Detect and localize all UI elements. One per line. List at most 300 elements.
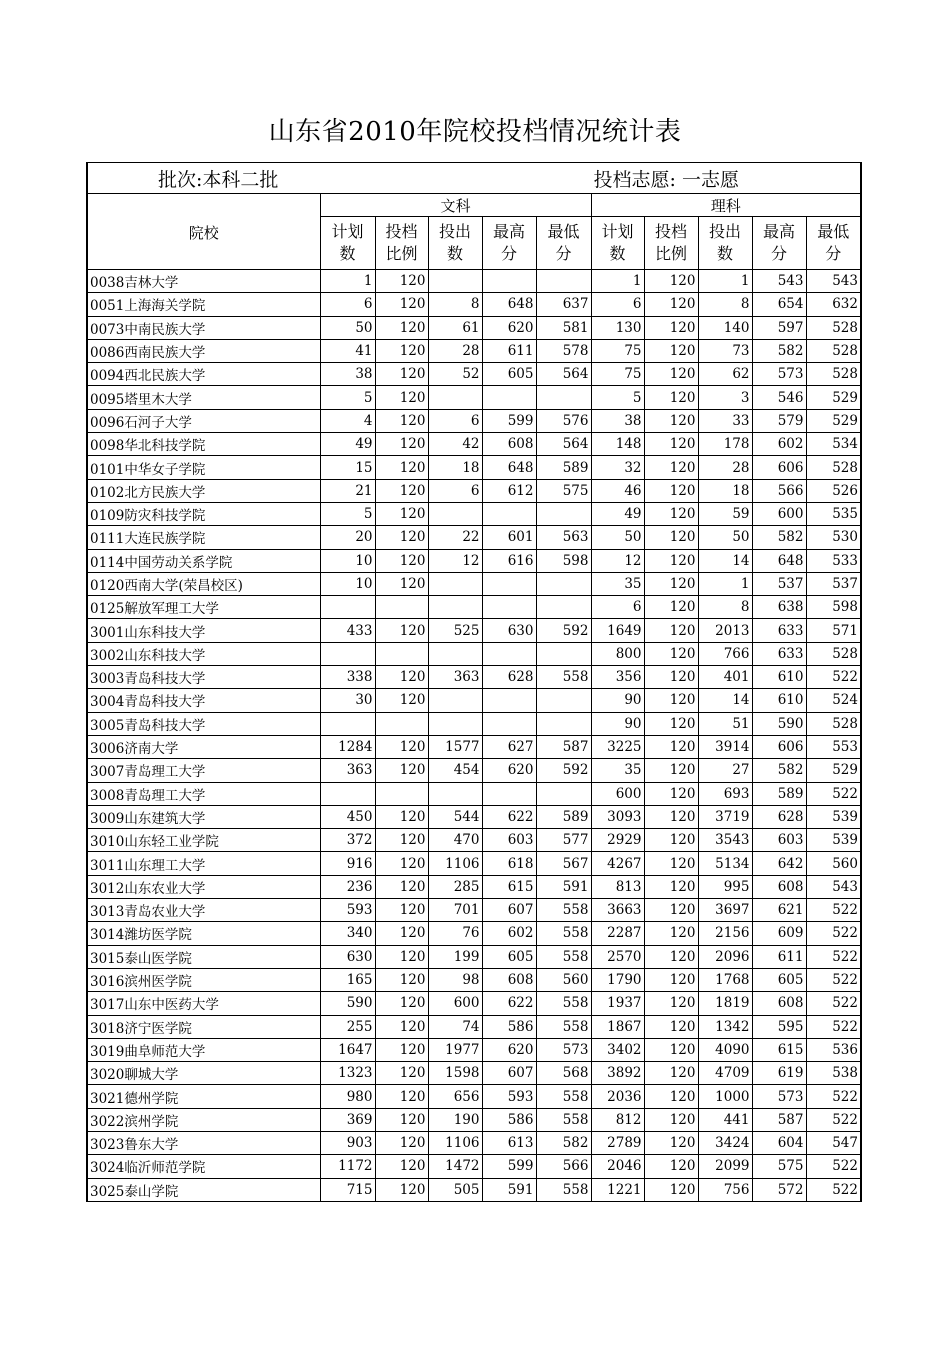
liberal-ratio-cell: 120 [375, 572, 428, 595]
liberal-plan-cell: 10 [320, 572, 375, 595]
science-admitted-cell: 1819 [698, 992, 752, 1015]
liberal-max-cell: 605 [482, 363, 536, 386]
liberal-ratio-cell [375, 782, 428, 805]
liberal-min-cell: 568 [536, 1062, 591, 1085]
table-row [87, 316, 861, 339]
science-min-cell: 522 [806, 922, 861, 945]
science-min-cell: 522 [806, 782, 861, 805]
science-max-cell: 610 [752, 666, 806, 689]
liberal-plan-cell: 20 [320, 526, 375, 549]
school-name-cell: 3007青岛理工大学 [87, 759, 320, 782]
liberal-ratio-cell: 120 [375, 829, 428, 852]
liberal-ratio-cell: 120 [375, 433, 428, 456]
liberal-admitted-cell: 525 [428, 619, 482, 642]
liberal-plan-cell: 6 [320, 293, 375, 316]
science-max-cell: 575 [752, 1155, 806, 1178]
science-plan-cell: 3093 [591, 805, 644, 828]
science-min-cell: 522 [806, 666, 861, 689]
science-plan-cell: 2046 [591, 1155, 644, 1178]
science-max-cell: 619 [752, 1062, 806, 1085]
liberal-admitted-cell [428, 502, 482, 525]
science-plan-cell: 1937 [591, 992, 644, 1015]
science-plan-cell: 1221 [591, 1178, 644, 1201]
liberal-admitted-cell: 470 [428, 829, 482, 852]
science-max-cell: 589 [752, 782, 806, 805]
science-max-cell: 572 [752, 1178, 806, 1201]
science-min-cell: 526 [806, 479, 861, 502]
science-plan-cell: 38 [591, 409, 644, 432]
school-name-cell: 0073中南民族大学 [87, 316, 320, 339]
science-admitted-cell: 2013 [698, 619, 752, 642]
table-row [87, 1085, 861, 1108]
table-row [87, 945, 861, 968]
science-min-cell: 528 [806, 363, 861, 386]
school-name-cell: 3010山东轻工业学院 [87, 829, 320, 852]
liberal-max-cell [482, 572, 536, 595]
science-ratio-cell: 120 [644, 1131, 698, 1154]
science-min-cell: 530 [806, 526, 861, 549]
table-row [87, 502, 861, 525]
liberal-max-cell: 599 [482, 1155, 536, 1178]
science-plan-cell: 2570 [591, 945, 644, 968]
liberal-ratio-cell: 120 [375, 619, 428, 642]
science-plan-cell: 90 [591, 689, 644, 712]
liberal-ratio-header: 投档 比例 [375, 217, 428, 270]
science-max-cell: 609 [752, 922, 806, 945]
science-admitted-cell: 140 [698, 316, 752, 339]
school-name-cell: 0111大连民族学院 [87, 526, 320, 549]
liberal-max-cell [482, 386, 536, 409]
science-plan-cell: 1867 [591, 1015, 644, 1038]
science-ratio-cell: 120 [644, 899, 698, 922]
science-plan-cell: 2929 [591, 829, 644, 852]
liberal-max-cell: 605 [482, 945, 536, 968]
science-max-cell: 648 [752, 549, 806, 572]
liberal-admitted-cell: 18 [428, 456, 482, 479]
science-min-cell: 535 [806, 502, 861, 525]
liberal-max-cell: 620 [482, 316, 536, 339]
liberal-plan-cell: 715 [320, 1178, 375, 1201]
science-admitted-cell: 2099 [698, 1155, 752, 1178]
liberal-plan-cell [320, 596, 375, 619]
liberal-admitted-cell: 701 [428, 899, 482, 922]
science-max-cell: 605 [752, 968, 806, 991]
science-admitted-cell: 27 [698, 759, 752, 782]
liberal-admitted-cell: 1106 [428, 852, 482, 875]
liberal-max-cell: 648 [482, 456, 536, 479]
school-name-cell: 0096石河子大学 [87, 409, 320, 432]
science-plan-cell: 4267 [591, 852, 644, 875]
table-row [87, 619, 861, 642]
liberal-ratio-cell: 120 [375, 270, 428, 293]
liberal-min-cell [536, 270, 591, 293]
liberal-max-cell: 611 [482, 339, 536, 362]
science-ratio-cell: 120 [644, 735, 698, 758]
table-row [87, 409, 861, 432]
school-name-cell: 3024临沂师范学院 [87, 1155, 320, 1178]
science-admitted-cell: 1 [698, 572, 752, 595]
liberal-plan-cell: 338 [320, 666, 375, 689]
science-max-cell: 582 [752, 339, 806, 362]
science-plan-cell: 2036 [591, 1085, 644, 1108]
science-ratio-cell: 120 [644, 1085, 698, 1108]
liberal-min-cell: 563 [536, 526, 591, 549]
science-admitted-cell: 18 [698, 479, 752, 502]
liberal-plan-cell: 1 [320, 270, 375, 293]
school-name-cell: 3014潍坊医学院 [87, 922, 320, 945]
science-plan-cell: 75 [591, 339, 644, 362]
liberal-max-cell: 601 [482, 526, 536, 549]
science-max-cell: 579 [752, 409, 806, 432]
table-row [87, 992, 861, 1015]
liberal-plan-cell: 49 [320, 433, 375, 456]
science-max-cell: 587 [752, 1108, 806, 1131]
table-row [87, 1038, 861, 1061]
liberal-ratio-cell: 120 [375, 689, 428, 712]
liberal-min-cell: 558 [536, 922, 591, 945]
science-plan-cell: 1 [591, 270, 644, 293]
science-min-cell: 536 [806, 1038, 861, 1061]
liberal-admitted-cell: 600 [428, 992, 482, 1015]
school-name-cell: 3004青岛科技大学 [87, 689, 320, 712]
science-plan-cell: 2789 [591, 1131, 644, 1154]
liberal-min-cell: 637 [536, 293, 591, 316]
science-max-cell: 615 [752, 1038, 806, 1061]
science-admitted-cell: 693 [698, 782, 752, 805]
science-min-cell: 524 [806, 689, 861, 712]
liberal-ratio-cell: 120 [375, 805, 428, 828]
science-admitted-cell: 8 [698, 596, 752, 619]
liberal-ratio-cell: 120 [375, 386, 428, 409]
school-name-cell: 3011山东理工大学 [87, 852, 320, 875]
liberal-min-cell: 567 [536, 852, 591, 875]
liberal-plan-cell: 21 [320, 479, 375, 502]
liberal-admitted-cell [428, 712, 482, 735]
science-min-cell: 522 [806, 1178, 861, 1201]
science-plan-cell: 3663 [591, 899, 644, 922]
science-admitted-cell: 766 [698, 642, 752, 665]
science-ratio-cell: 120 [644, 619, 698, 642]
liberal-plan-cell: 41 [320, 339, 375, 362]
liberal-max-cell: 591 [482, 1178, 536, 1201]
table-row [87, 339, 861, 362]
table-row [87, 1155, 861, 1178]
science-ratio-cell: 120 [644, 759, 698, 782]
school-name-cell: 3025泰山学院 [87, 1178, 320, 1201]
science-min-cell: 522 [806, 968, 861, 991]
liberal-min-cell [536, 502, 591, 525]
liberal-min-header: 最低 分 [536, 217, 591, 270]
liberal-max-cell: 622 [482, 992, 536, 1015]
school-name-cell: 0114中国劳动关系学院 [87, 549, 320, 572]
science-max-cell: 606 [752, 735, 806, 758]
liberal-admitted-cell [428, 782, 482, 805]
table-row [87, 363, 861, 386]
liberal-ratio-cell: 120 [375, 1085, 428, 1108]
liberal-admitted-cell [428, 572, 482, 595]
liberal-max-cell: 586 [482, 1015, 536, 1038]
science-ratio-cell: 120 [644, 1062, 698, 1085]
liberal-max-cell [482, 712, 536, 735]
liberal-plan-cell: 630 [320, 945, 375, 968]
liberal-admitted-cell: 505 [428, 1178, 482, 1201]
liberal-min-cell: 558 [536, 666, 591, 689]
liberal-ratio-cell: 120 [375, 1015, 428, 1038]
liberal-min-cell: 589 [536, 456, 591, 479]
liberal-plan-cell: 165 [320, 968, 375, 991]
liberal-plan-cell: 15 [320, 456, 375, 479]
liberal-max-cell: 608 [482, 433, 536, 456]
science-min-cell: 528 [806, 339, 861, 362]
science-admitted-cell: 5134 [698, 852, 752, 875]
science-min-cell: 533 [806, 549, 861, 572]
school-name-cell: 3001山东科技大学 [87, 619, 320, 642]
science-min-cell: 560 [806, 852, 861, 875]
science-admitted-cell: 1342 [698, 1015, 752, 1038]
science-plan-cell: 1649 [591, 619, 644, 642]
liberal-max-cell: 586 [482, 1108, 536, 1131]
school-name-cell: 3017山东中医药大学 [87, 992, 320, 1015]
science-admitted-cell: 1 [698, 270, 752, 293]
liberal-min-cell: 558 [536, 1015, 591, 1038]
science-ratio-cell: 120 [644, 270, 698, 293]
science-admitted-header: 投出 数 [698, 217, 752, 270]
science-admitted-cell: 995 [698, 875, 752, 898]
science-admitted-cell: 3914 [698, 735, 752, 758]
science-plan-cell: 75 [591, 363, 644, 386]
science-max-cell: 582 [752, 759, 806, 782]
liberal-ratio-cell: 120 [375, 1108, 428, 1131]
liberal-max-cell: 613 [482, 1131, 536, 1154]
science-min-cell: 528 [806, 642, 861, 665]
science-min-cell: 522 [806, 1155, 861, 1178]
science-ratio-cell: 120 [644, 922, 698, 945]
liberal-plan-cell: 5 [320, 386, 375, 409]
liberal-max-cell [482, 689, 536, 712]
science-ratio-cell: 120 [644, 782, 698, 805]
liberal-max-cell: 607 [482, 899, 536, 922]
liberal-max-cell: 608 [482, 968, 536, 991]
science-max-header: 最高 分 [752, 217, 806, 270]
liberal-ratio-cell: 120 [375, 502, 428, 525]
table-row [87, 1015, 861, 1038]
science-ratio-header: 投档 比例 [644, 217, 698, 270]
table-row [87, 293, 861, 316]
liberal-plan-cell: 916 [320, 852, 375, 875]
table-row [87, 642, 861, 665]
liberal-max-cell [482, 502, 536, 525]
liberal-admitted-cell: 22 [428, 526, 482, 549]
liberal-ratio-cell [375, 596, 428, 619]
science-min-cell: 529 [806, 759, 861, 782]
liberal-min-cell: 591 [536, 875, 591, 898]
science-max-cell: 582 [752, 526, 806, 549]
table-row [87, 666, 861, 689]
science-ratio-cell: 120 [644, 689, 698, 712]
science-ratio-cell: 120 [644, 386, 698, 409]
liberal-min-cell: 558 [536, 899, 591, 922]
liberal-admitted-cell: 454 [428, 759, 482, 782]
school-name-cell: 3015泰山医学院 [87, 945, 320, 968]
science-ratio-cell: 120 [644, 829, 698, 852]
table-row [87, 386, 861, 409]
liberal-max-cell: 593 [482, 1085, 536, 1108]
science-admitted-cell: 8 [698, 293, 752, 316]
science-plan-cell: 148 [591, 433, 644, 456]
liberal-max-cell [482, 642, 536, 665]
school-name-cell: 3012山东农业大学 [87, 875, 320, 898]
science-plan-cell: 1790 [591, 968, 644, 991]
liberal-min-cell: 558 [536, 1108, 591, 1131]
school-name-cell: 3018济宁医学院 [87, 1015, 320, 1038]
science-admitted-cell: 14 [698, 549, 752, 572]
science-ratio-cell: 120 [644, 712, 698, 735]
science-plan-cell: 32 [591, 456, 644, 479]
liberal-max-cell: 620 [482, 759, 536, 782]
science-ratio-cell: 120 [644, 549, 698, 572]
table-row [87, 922, 861, 945]
liberal-admitted-cell: 61 [428, 316, 482, 339]
science-ratio-cell: 120 [644, 316, 698, 339]
school-name-cell: 0098华北科技学院 [87, 433, 320, 456]
liberal-ratio-cell: 120 [375, 875, 428, 898]
liberal-admitted-cell: 285 [428, 875, 482, 898]
school-name-cell: 3016滨州医学院 [87, 968, 320, 991]
science-max-cell: 638 [752, 596, 806, 619]
school-name-cell: 0094西北民族大学 [87, 363, 320, 386]
liberal-min-cell: 581 [536, 316, 591, 339]
liberal-ratio-cell: 120 [375, 1131, 428, 1154]
science-ratio-cell: 120 [644, 572, 698, 595]
school-name-cell: 3009山东建筑大学 [87, 805, 320, 828]
liberal-ratio-cell: 120 [375, 1062, 428, 1085]
liberal-ratio-cell: 120 [375, 456, 428, 479]
science-plan-cell: 800 [591, 642, 644, 665]
science-min-cell: 522 [806, 899, 861, 922]
science-max-cell: 546 [752, 386, 806, 409]
school-name-cell: 0120西南大学(荣昌校区) [87, 572, 320, 595]
school-column-header: 院校 [87, 194, 320, 270]
school-name-cell: 3019曲阜师范大学 [87, 1038, 320, 1061]
science-ratio-cell: 120 [644, 502, 698, 525]
science-plan-cell: 12 [591, 549, 644, 572]
liberal-admitted-cell: 656 [428, 1085, 482, 1108]
liberal-plan-cell: 372 [320, 829, 375, 852]
liberal-admitted-cell: 1577 [428, 735, 482, 758]
admission-table [86, 162, 862, 1202]
liberal-ratio-cell: 120 [375, 735, 428, 758]
science-admitted-cell: 14 [698, 689, 752, 712]
liberal-plan-cell: 30 [320, 689, 375, 712]
science-admitted-cell: 3697 [698, 899, 752, 922]
liberal-ratio-cell: 120 [375, 409, 428, 432]
liberal-plan-cell: 590 [320, 992, 375, 1015]
science-max-cell: 604 [752, 1131, 806, 1154]
liberal-admitted-cell: 12 [428, 549, 482, 572]
liberal-min-cell: 587 [536, 735, 591, 758]
liberal-min-cell [536, 782, 591, 805]
science-min-cell: 543 [806, 270, 861, 293]
science-min-cell: 528 [806, 456, 861, 479]
science-max-cell: 633 [752, 642, 806, 665]
liberal-max-cell: 602 [482, 922, 536, 945]
liberal-admitted-cell: 1106 [428, 1131, 482, 1154]
science-plan-cell: 130 [591, 316, 644, 339]
liberal-max-cell: 607 [482, 1062, 536, 1085]
science-plan-cell: 600 [591, 782, 644, 805]
science-ratio-cell: 120 [644, 293, 698, 316]
liberal-max-cell: 603 [482, 829, 536, 852]
liberal-plan-cell: 450 [320, 805, 375, 828]
school-name-cell: 0095塔里木大学 [87, 386, 320, 409]
school-name-cell: 0101中华女子学院 [87, 456, 320, 479]
liberal-max-cell: 599 [482, 409, 536, 432]
liberal-min-cell: 558 [536, 1085, 591, 1108]
volunteer-label: 投档志愿: 一志愿 [591, 163, 861, 194]
liberal-plan-cell [320, 712, 375, 735]
table-row [87, 1108, 861, 1131]
liberal-min-cell: 577 [536, 829, 591, 852]
liberal-plan-cell: 433 [320, 619, 375, 642]
science-plan-cell: 5 [591, 386, 644, 409]
science-ratio-cell: 120 [644, 479, 698, 502]
science-plan-cell: 35 [591, 759, 644, 782]
science-max-cell: 590 [752, 712, 806, 735]
liberal-ratio-cell: 120 [375, 293, 428, 316]
science-max-cell: 608 [752, 875, 806, 898]
liberal-max-cell: 628 [482, 666, 536, 689]
liberal-admitted-cell [428, 386, 482, 409]
table-row [87, 596, 861, 619]
science-min-cell: 528 [806, 712, 861, 735]
science-plan-cell: 50 [591, 526, 644, 549]
liberal-max-cell [482, 596, 536, 619]
science-max-cell: 573 [752, 1085, 806, 1108]
science-max-cell: 600 [752, 502, 806, 525]
science-admitted-cell: 3424 [698, 1131, 752, 1154]
liberal-ratio-cell: 120 [375, 526, 428, 549]
science-admitted-cell: 51 [698, 712, 752, 735]
liberal-admitted-cell: 28 [428, 339, 482, 362]
liberal-ratio-cell: 120 [375, 479, 428, 502]
school-name-cell: 0102北方民族大学 [87, 479, 320, 502]
liberal-ratio-cell: 120 [375, 945, 428, 968]
science-admitted-cell: 4709 [698, 1062, 752, 1085]
liberal-min-cell [536, 712, 591, 735]
liberal-plan-cell: 1323 [320, 1062, 375, 1085]
liberal-admitted-cell: 190 [428, 1108, 482, 1131]
school-name-cell: 0038吉林大学 [87, 270, 320, 293]
school-name-cell: 3021德州学院 [87, 1085, 320, 1108]
science-ratio-cell: 120 [644, 642, 698, 665]
liberal-arts-header: 文科 [320, 194, 591, 217]
liberal-admitted-cell [428, 689, 482, 712]
science-plan-cell: 3402 [591, 1038, 644, 1061]
liberal-plan-cell: 4 [320, 409, 375, 432]
liberal-min-cell: 566 [536, 1155, 591, 1178]
science-min-cell: 522 [806, 945, 861, 968]
liberal-admitted-cell: 6 [428, 409, 482, 432]
science-min-cell: 547 [806, 1131, 861, 1154]
science-max-cell: 610 [752, 689, 806, 712]
liberal-plan-cell: 1172 [320, 1155, 375, 1178]
school-name-cell: 0051上海海关学院 [87, 293, 320, 316]
school-name-cell: 3002山东科技大学 [87, 642, 320, 665]
liberal-plan-cell: 593 [320, 899, 375, 922]
liberal-admitted-cell: 199 [428, 945, 482, 968]
science-ratio-cell: 120 [644, 1155, 698, 1178]
liberal-max-cell: 620 [482, 1038, 536, 1061]
